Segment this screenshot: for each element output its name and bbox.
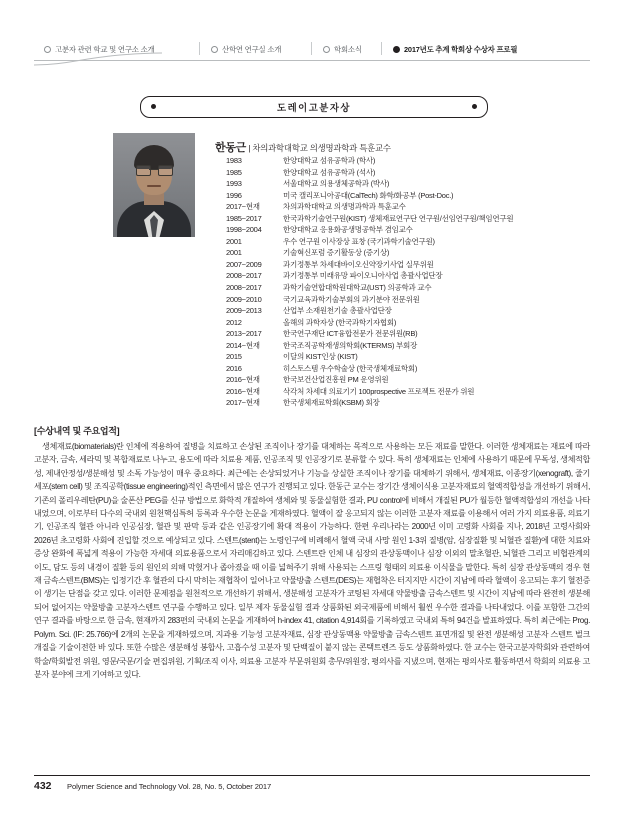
award-title: 도레이고분자상: [277, 102, 351, 113]
cv-row: [226, 340, 586, 352]
cv-row: [226, 236, 586, 248]
cv-desc: 과기정통부 차세대바이오신약장기사업 실무위원: [283, 259, 434, 269]
cv-row: [226, 247, 586, 259]
cv-year: 2012: [226, 317, 242, 327]
cv-desc: 올해의 과학자상 (한국과학기자협회): [283, 317, 397, 327]
footer-divider: [34, 775, 590, 776]
tab-label: 학회소식: [334, 44, 362, 54]
page-number: 432: [34, 780, 52, 792]
cv-desc: 과학기술연합대학원대학교(UST) 의공학과 교수: [283, 283, 432, 293]
cv-desc: 한국조직공학재생의학회(KTERMS) 부회장: [283, 340, 418, 350]
cv-row: [226, 328, 586, 340]
cv-row: [226, 363, 586, 375]
cv-desc: 히스토스템 우수학술상 (한국생체재료학회): [283, 363, 418, 373]
cv-row: [226, 190, 586, 202]
cv-row: [226, 178, 586, 190]
cv-year: 1998~2004: [226, 225, 262, 235]
profile-name: 한동근: [215, 142, 246, 154]
achievements-body: [34, 440, 590, 681]
cv-year: 2013~2017: [226, 329, 262, 339]
tab-separator: [311, 42, 312, 55]
award-title-bar: [140, 96, 488, 118]
cv-row: [226, 155, 586, 167]
cv-desc: 한양대학교 응용화공생명공학부 겸임교수: [283, 225, 413, 235]
photo-mouth: [147, 185, 161, 187]
cv-year: 2017~현재: [226, 398, 260, 408]
photo-glasses-right: [158, 165, 173, 176]
tab-industry-lab[interactable]: [211, 38, 281, 60]
cv-year: 2015: [226, 352, 242, 362]
achievements-paragraph: 생체재료(biomaterials)란 인체에 적용하여 질병을 치료하고 손상된 조직이나 장기를 대체하는 목적으로 사용하는 모든 재료를 말한다. 이러한 생체재료는 재료에 따라 고분자, 금속, 세라믹 및 복합재료로 나누고, 용도에 따라 치료용 제품, 인공조직 및 인공장기로 분류할 수 있다. 특히 생체재료는 인체에 사용하기 때문에 무독성, 생체적합성, 제내안정성/생분해성 및 소독 가능성이 매우 중요하다. 최근에는 손상되었거나 기능을 상실한 조직이나 장기를 대체하기 위해서, 생체재료, 이종장기(xenograft), 줄기세포(stem cell) 및 조직공학(tissue engineering)적인 측면에서 많은 연구가 진행되고 있다. 한동근 교수는 장기간 생체이식용 고분자재료의 혈액적합성을 개선하기 위해서, 기존의 폴리우레탄(PU)을 술폰산 PEG를 신규 방법으로 화학적 개질하여 생체와 및 동물실험한 결과, PU control에 비해서 개질된 PU가 월등한 혈액적합성의 개선을 나타내었으며, 이로부터 다수의 국내외 원천핵심특허 등록과 우수한 논문을 게재하였다. 혈액이 잘 응고되지 않는 이러한 고분자 재료를 이용해서 여러 가지 의료용품, 의료기기, 인공조직 혈관 아니라 인공심장, 혈관 및 판막 등과 같은 인공장기에 확대 적용이 가능하다. 한편 우리나라는 2000년 이미 고령화 사회를 지나, 2018년 고령사회와 2026년 초고령화 사회에 진입할 것으로 예상되고 있다. 스텐트(stent)는 노령인구에 비례해서 혈액 국내 사망 원인 1-3위 질병(암, 심장질환 및 뇌혈관 질환)에 대한 치료와 증상 완화에 폭넓게 적용이 가능한 자세대 의료용품으로서 자리매김하고 있다. 스텐트란 인체 내 심장의 관상동맥이나 심장 이외의 말초혈관, 뇌혈관 그리고 비협관계의 이도, 담도 등의 내경이 질환 등의 원인의 의해 막혔거나 좁아졌을 때 이를 넓혀주기 위해 사용되는 스프링 형태의 의료용 이식물을 말한다. 특히 심장 관상동맥의 경우 현재 금속스텐트(BMS)는 입정기간 후 혈관의 다시 막히는 재협착이 일어나고 약물방출 스텐트(DES)는 재협착은 터지지만 시간이 지남에 따라 혈액이 응고되는 후기 혈전증이 생기는 단점을 갖고 있다. 이러한 문제점을 원천적으로 개선하기 위해서, 생분해성 고분자가 코팅된 자세대 약물방출 금속스텐트 및 시간이 지남에 따라 완전히 생분해되어 없어지는 약물방출 고분자스텐트 연구를 수행하고 있다. 일부 제자 동물실험 결과 상품화된 외국제품에 비해서 훨씬 우수한 결과를 나타내었다. 이를 포함한 그간의 연구 결과를 바탕으로 한 금속, 현재까지 283편의 국내외 논문을 게재하여 h-index 41, citation 4,914회를 기록하였고 국내외 특허 94건을 발표하였다. 특히 최근에는 Prog. Polym. Sci. (IF: 25.766)에 2개의 논문을 게재하였으며, 지과용 기능성 고분자재료, 심장 관상동맥용 약물방출 금속스텐트 표면개질 및 완전 생분해성 고분자 스텐트 벌크개질을 기술이전한 바 있다. 또한 수많은 생분해성 봉합사, 고흡수성 고분자 및 단백질이 붙지 않는 콘택트렌즈 등도 상품화하였다. 한 교수는 한국고분자학회와 관련하여 학술/학회발전 위원, 영문/국문/기술 편집위원, 기획/조직 이사, 의료용 고분자 부문위원회 총무/위원장, 평의사를 지냈으며, 현재는 평의사로 활동하면서 학회의 의료용 고분자 분야에 크게 기여하고 있다.: [34, 442, 590, 679]
cv-year: 2016~현재: [226, 375, 260, 385]
tab-bullet-icon: [211, 46, 218, 53]
photo-glasses-left: [136, 165, 151, 176]
cv-year: 1993: [226, 179, 242, 189]
tab-bullet-icon: [323, 46, 330, 53]
cv-list: [226, 155, 586, 409]
tab-label: 고분자 관련 학교 및 연구소 소개: [55, 44, 155, 54]
cv-row: [226, 213, 586, 225]
cv-desc: 과기정통부 미래유망 파이오니아사업 총괄사업단장: [283, 271, 443, 281]
cv-desc: 차의과학대학교 의생명과학과 특훈교수: [283, 202, 406, 212]
tab-label: 2017년도 추계 학회상 수상자 프로필: [404, 44, 518, 54]
cv-year: 2009~2010: [226, 294, 262, 304]
cv-desc: 한양대학교 섬유공학과 (석사): [283, 167, 376, 177]
cv-year: 1985: [226, 167, 242, 177]
cv-row: [226, 167, 586, 179]
cv-row: [226, 305, 586, 317]
cv-row: [226, 351, 586, 363]
cv-row: [226, 282, 586, 294]
cv-desc: 한국연구재단 ICT융합전문가 전문위원(RB): [283, 329, 418, 339]
cv-row: [226, 386, 586, 398]
cv-row: [226, 201, 586, 213]
cv-year: 2008~2017: [226, 283, 262, 293]
cv-row: [226, 270, 586, 282]
cv-year: 2016: [226, 363, 242, 373]
cv-desc: 이달의 KIST인상 (KIST): [283, 352, 358, 362]
cv-desc: 한양대학교 섬유공학과 (학사): [283, 156, 376, 165]
cv-desc: 국기교육과학기술부회의 과기분야 전문위원: [283, 294, 420, 304]
cv-year: 1996: [226, 190, 242, 200]
cv-year: 1985~2017: [226, 213, 262, 223]
tab-leader-line: [34, 52, 164, 66]
cv-row: [226, 259, 586, 271]
profile-affiliation: 차의과학대학교 의생명과학과 특훈교수: [252, 143, 391, 153]
cv-desc: 우수 연구원 이사장상 표창 (국기과학기술연구원): [283, 236, 435, 246]
cv-year: 2016~현재: [226, 386, 260, 396]
cv-desc: 한국과학기술연구원(KIST) 생체재료연구단 연구원/선임연구원/책임연구원: [283, 213, 514, 223]
cv-desc: 서울대학교 의용생체공학과 (박사): [283, 179, 390, 189]
cv-row: [226, 317, 586, 329]
cv-year: 2014~현재: [226, 340, 260, 350]
award-winner-photo: [113, 133, 195, 237]
achievements-heading: [수상내역 및 주요업적]: [34, 426, 120, 436]
cv-year: 2009~2013: [226, 306, 262, 316]
tab-bullet-icon: [393, 46, 400, 53]
cv-year: 1983: [226, 156, 242, 165]
bullet-right-icon: [472, 104, 477, 109]
cv-desc: 한국보건산업진흥원 PM 운영위원: [283, 375, 389, 385]
cv-year: 2008~2017: [226, 271, 262, 281]
tab-label: 산학연 연구실 소개: [222, 44, 282, 54]
cv-row: [226, 397, 586, 409]
cv-row: [226, 294, 586, 306]
tab-award-winner-profile[interactable]: [393, 38, 517, 60]
footer-journal-info: Polymer Science and Technology Vol. 28, No. 5, October 2017: [67, 782, 272, 791]
cv-desc: 삭각처 차세대 의료기기 100prospective 프로젝트 전문가 위원: [283, 386, 475, 396]
cv-year: 2007~2009: [226, 259, 262, 269]
cv-year: 2017~현재: [226, 202, 260, 212]
cv-year: 2001: [226, 248, 242, 258]
cv-desc: 산업부 소재원천기술 총괄사업단장: [283, 306, 392, 316]
bullet-left-icon: [151, 104, 156, 109]
tab-society-news[interactable]: [323, 38, 362, 60]
profile-name-separator: |: [248, 143, 251, 153]
photo-glasses-bridge: [149, 169, 158, 170]
cv-desc: 기술혁신포럼 증기활동상 (증기상): [283, 248, 390, 258]
cv-desc: 한국생체재료학회(KSBM) 회장: [283, 398, 380, 408]
tab-separator: [199, 42, 200, 55]
cv-row: [226, 224, 586, 236]
cv-year: 2001: [226, 236, 242, 246]
tab-separator: [381, 42, 382, 55]
cv-row: [226, 374, 586, 386]
cv-desc: 미국 캘리포니아공대(CalTech) 화학/화공부 (Post-Doc.): [283, 190, 454, 200]
profile-name-line: [215, 139, 391, 155]
